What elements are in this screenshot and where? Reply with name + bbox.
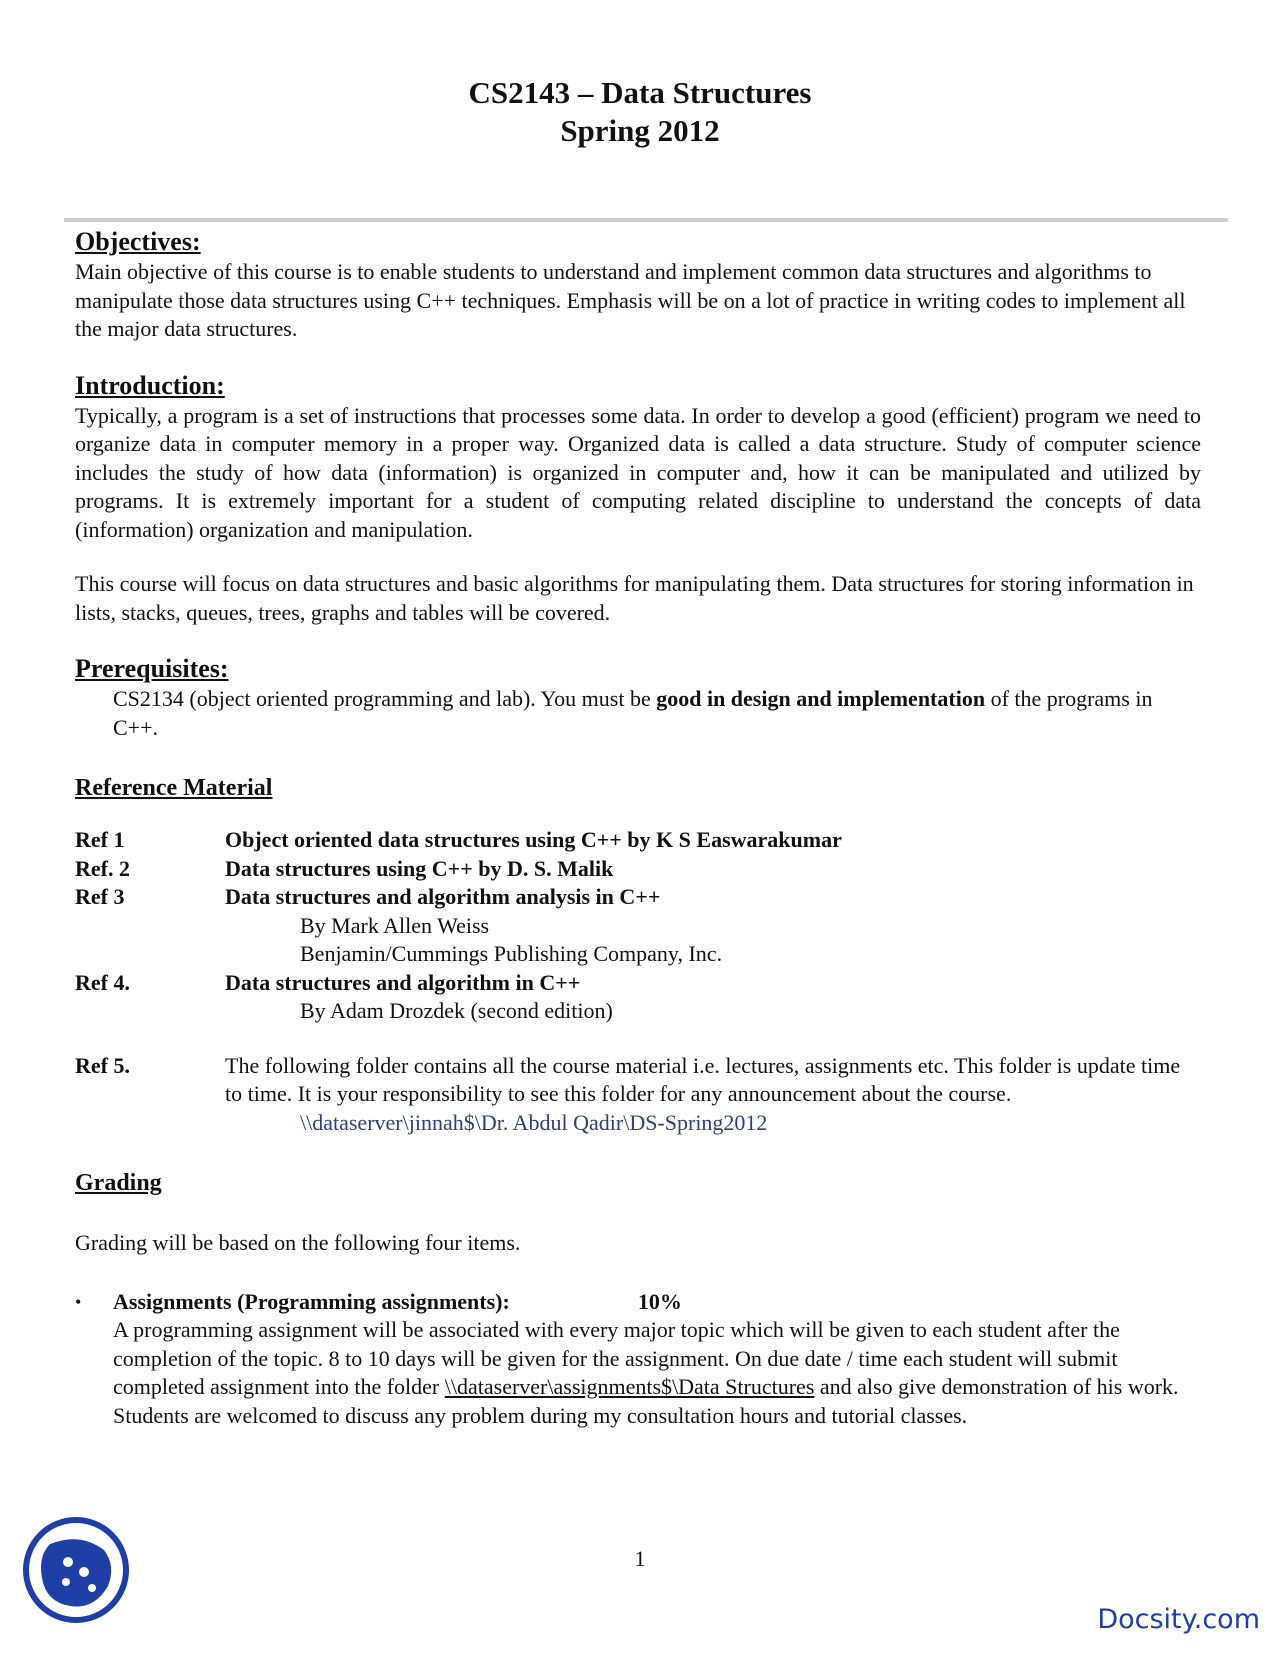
prerequisites-text xyxy=(75,685,1201,742)
reference-section xyxy=(75,772,1201,1137)
docsity-watermark[interactable]: Docsity.com xyxy=(1097,1604,1260,1635)
reference-author: By Mark Allen Weiss xyxy=(300,912,490,938)
reference-item xyxy=(75,826,1201,855)
reference-list xyxy=(75,826,1201,1137)
prerequisites-emphasis: good in design and implementation xyxy=(656,686,986,711)
reference-title: Data structures and algorithm analysis in C++ xyxy=(225,884,661,909)
reference-item xyxy=(75,883,1201,912)
reference-heading: Reference Material xyxy=(75,775,273,801)
page-number: 1 xyxy=(634,1546,646,1571)
reference-item xyxy=(75,1052,1201,1109)
reference-title: Data structures and algorithm in C++ xyxy=(225,969,581,995)
grading-item-title: Assignments (Programming assignments): xyxy=(113,1288,510,1314)
prerequisites-section xyxy=(75,653,1201,742)
course-folder-path[interactable]: \\dataserver\jinnah$\Dr. Abdul Qadir\DS-Spring2012 xyxy=(300,1109,768,1135)
reference-author: By Adam Drozdek (second edition) xyxy=(300,998,613,1023)
page-title xyxy=(0,74,1280,150)
grading-section xyxy=(75,1167,1201,1430)
reference-title: Object oriented data structures using C++ by K S Easwarakumar xyxy=(225,827,842,852)
reference-label: Ref 1 xyxy=(75,827,125,852)
reference-label: Ref 3 xyxy=(75,884,125,909)
objectives-text: Main objective of this course is to enable students to understand and implement common data structures and algorithms to manipulate those data structures using C++ techniques. Emphasis will be on a lot of practice in writing codes to implement all the major data structures. xyxy=(75,259,1186,341)
reference-label: Ref. 2 xyxy=(75,855,130,881)
reference-description: The following folder contains all the course material i.e. lectures, assignments etc. This folder is update time to time. It is your responsibility to see this folder for any announcement about the course. xyxy=(225,1052,1181,1106)
docsity-logo-icon xyxy=(20,1514,132,1626)
prerequisites-heading: Prerequisites: xyxy=(75,654,229,683)
grading-item xyxy=(75,1288,1201,1431)
grading-item-description xyxy=(113,1316,1201,1430)
assignments-folder-link[interactable]: \\dataserver\assignments$\Data Structures xyxy=(444,1374,815,1399)
prerequisites-text-end: of the programs in C++. xyxy=(113,686,1153,740)
prerequisites-text-start: CS2134 (object oriented programming and lab). You must be xyxy=(113,686,657,711)
grading-description-end: and also give demonstration of his work. Students are welcomed to discuss any problem during my consultation hours and tutorial classes. xyxy=(113,1374,1179,1428)
objectives-heading: Objectives: xyxy=(75,227,201,256)
reference-item xyxy=(75,855,1201,884)
objectives-section xyxy=(75,226,1201,344)
introduction-paragraph-1: Typically, a program is a set of instructions that processes some data. In order to develop a good (efficient) program we need to organize data in computer memory in a proper way. Organized data is called a data structure. Study of computer science includes the study of how data (information) is organized in computer and, how it can be manipulated and utilized by programs. It is extremely important for a student of computing related discipline to understand the concepts of data (information) organization and manipulation. xyxy=(75,402,1201,542)
introduction-paragraph-2: This course will focus on data structures and basic algorithms for manipulating them. Data structures for storing information in lists, stacks, queues, trees, graphs and tables will be covered. xyxy=(75,571,1194,625)
horizontal-rule xyxy=(64,218,1228,222)
introduction-section xyxy=(75,370,1201,628)
grading-item-percent: 10% xyxy=(637,1288,682,1314)
grading-heading: Grading xyxy=(75,1170,162,1196)
grading-description-start: A programming assignment will be associated with every major topic which will be given to each student after the completion of the topic. 8 to 10 days will be given for the assignment. On due date / time each student will submit completed assignment into the folder xyxy=(113,1317,1120,1399)
grading-intro: Grading will be based on the following four items. xyxy=(75,1230,521,1255)
grading-item-header xyxy=(113,1288,1201,1317)
semester-title: Spring 2012 xyxy=(560,113,720,148)
grading-item-body xyxy=(113,1288,1201,1431)
reference-title: Data structures using C++ by D. S. Malik xyxy=(225,855,614,881)
reference-item xyxy=(75,969,1201,998)
document-body xyxy=(75,226,1201,1430)
reference-label: Ref 4. xyxy=(75,969,130,995)
introduction-heading: Introduction: xyxy=(75,370,225,400)
reference-label: Ref 5. xyxy=(75,1052,130,1078)
course-title: CS2143 – Data Structures xyxy=(468,75,812,110)
reference-publisher: Benjamin/Cummings Publishing Company, Inc. xyxy=(300,941,723,966)
bullet-icon: • xyxy=(75,1291,82,1312)
